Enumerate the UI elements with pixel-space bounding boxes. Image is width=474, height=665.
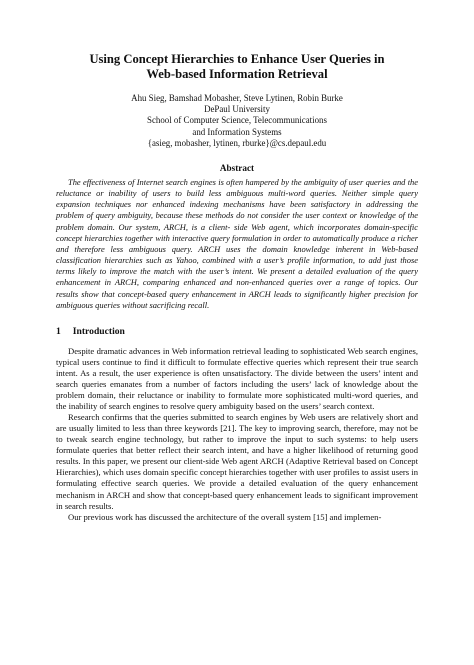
section-number: 1 <box>56 325 61 337</box>
abstract-heading: Abstract <box>219 163 255 174</box>
paper-page <box>0 52 474 665</box>
affiliation-line-3: and Information Systems <box>192 126 282 137</box>
abstract-text: The effectiveness of Internet search engines is often hampered by the ambiguity of user queries and the reluctance or inability of users to build less ambiguous multi-word queries. Neither simple query expansion techniques nor enhanced indexing mechanisms have been satisfactory in addressing the problem of query ambiguity, because these methods do not consider the user context or knowledge of the problem domain. Our system, ARCH, is a client- side Web agent, which incorporates domain-specific concept hierarchies together with interactive query formulation in order to automatically produce a richer and therefore less ambiguous query. ARCH uses the domain knowledge inherent in Web-based classification hierarchies such as Yahoo, combined with a user’s profile information, to add just those terms likely to improve the match with the user’s intent. We present a detailed evaluation of the query enhancement in ARCH, comparing enhanced and non-enhanced queries over a range of topics. Our results show that concept-based query enhancement in ARCH leads to significantly higher precision for ambiguous queries without sacrificing recall. <box>56 177 418 310</box>
title-line-1: Using Concept Hierarchies to Enhance User Queries in <box>89 52 385 66</box>
affiliation-line-2: School of Computer Science, Telecommunications <box>147 115 327 126</box>
affiliation-line-1: DePaul University <box>204 104 270 115</box>
title-line-2: Web-based Information Retrieval <box>146 67 328 81</box>
intro-paragraph-3: Our previous work has discussed the architecture of the overall system [15] and implemen- <box>68 511 382 522</box>
section-title: Introduction <box>72 325 125 337</box>
section-heading-introduction <box>56 326 418 338</box>
paper-title <box>56 52 418 82</box>
intro-paragraph-1: Despite dramatic advances in Web information retrieval leading to sophisticated Web search engines, typical users continue to find it difficult to formulate effective queries which represent their true search intent. As a result, the user experience is often unsatisfactory. The divide between the users’ intent and search queries emanates from a number of factors including the users’ lack of knowledge about the problem domain, their reluctance or inability to formulate more sophisticated multi-word queries, and the inability of search engines to resolve query ambiguity based on the users’ search context. <box>56 345 418 412</box>
intro-paragraph-2: Research confirms that the queries submitted to search engines by Web users are relatively short and are usually limited to less than three keywords [21]. The key to improving search, therefore, may not be to tweak search engine technology, but rather to improve the input to such systems: to help users formulate queries that better reflect their search intent, and have a higher likelihood of returning good results. In this paper, we present our client-side Web agent ARCH (Adaptive Retrieval based on Concept Hierarchies), which uses domain specific concept hierarchies together with user profiles to assist users in formulating effective search queries. We provide a detailed evaluation of the query enhancement mechanism in ARCH and show that concept-based query enhancement leads to significant improvement in search results. <box>56 412 418 511</box>
author-emails: {asieg, mobasher, lytinen, rburke}@cs.depaul.edu <box>147 137 327 148</box>
author-block <box>56 93 418 149</box>
author-names: Ahu Sieg, Bamshad Mobasher, Steve Lytinen, Robin Burke <box>131 93 343 103</box>
